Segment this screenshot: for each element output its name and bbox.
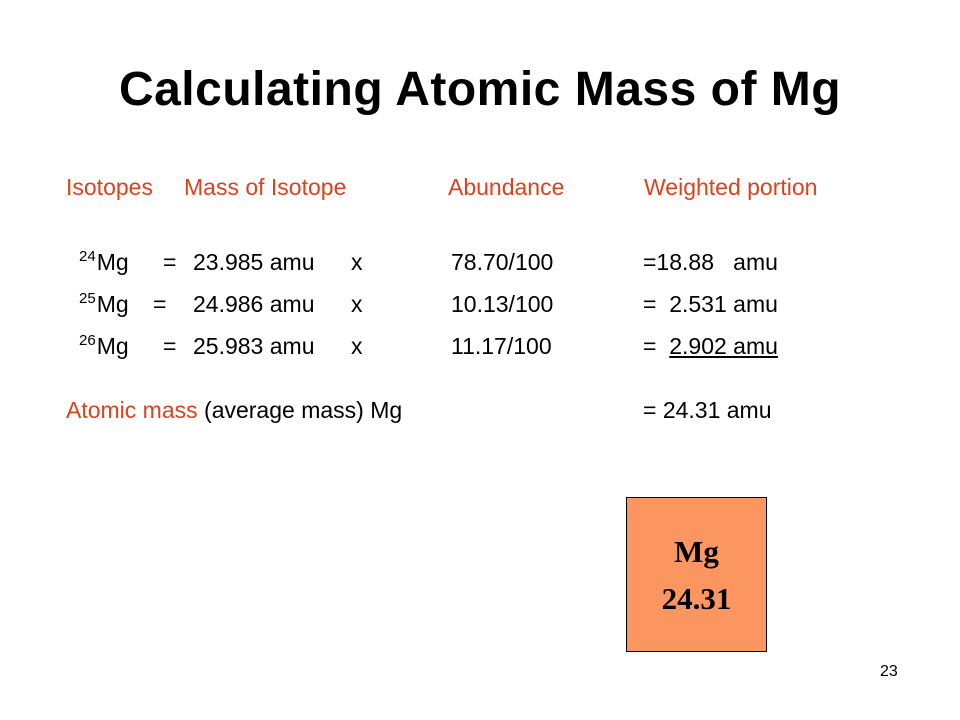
atomic-mass-label [66,397,402,424]
isotope-cell [79,249,129,276]
weighted-value: = 2.531 amu [643,291,778,317]
mass-number: 26 [79,332,96,349]
element-atomic-mass: 24.31 [661,581,732,616]
isotope-symbol: Mg [96,291,129,317]
isotope-cell [79,291,129,318]
isotope-mass: 25.983 amu [193,333,315,359]
isotope-symbol: Mg [96,249,129,275]
weighted-underlined: 2.902 amu [669,333,778,359]
abundance-value: 78.70/100 [451,249,554,275]
times-sign: x [351,249,363,275]
header-mass-of-isotope: Mass of Isotope [184,174,347,200]
weighted-equals: = [643,333,657,359]
mass-number: 25 [79,290,96,307]
page-number: 23 [880,663,898,680]
atomic-mass-label-colored: Atomic mass [66,397,198,423]
atomic-mass-label-rest: (average mass) Mg [197,397,403,423]
atomic-mass-value: = 24.31 amu [643,397,772,423]
abundance-value: 10.13/100 [451,291,554,317]
isotope-mass: 24.986 amu [193,291,315,317]
header-abundance: Abundance [448,174,565,200]
slide-title: Calculating Atomic Mass of Mg [118,63,842,116]
equals-sign: = [163,333,177,359]
isotope-cell [79,333,129,360]
header-weighted-portion: Weighted portion [644,174,818,200]
element-tile [626,497,767,652]
abundance-value: 11.17/100 [451,333,552,359]
element-symbol: Mg [674,534,719,569]
equals-sign: = [153,291,167,317]
isotope-mass: 23.985 amu [193,249,315,275]
times-sign: x [351,291,363,317]
isotope-symbol: Mg [96,333,129,359]
times-sign: x [351,333,363,359]
equals-sign: = [163,249,177,275]
weighted-value-final [643,333,778,360]
weighted-value: =18.88 amu [643,249,778,275]
mass-number: 24 [79,248,96,265]
header-isotopes: Isotopes [66,174,153,200]
